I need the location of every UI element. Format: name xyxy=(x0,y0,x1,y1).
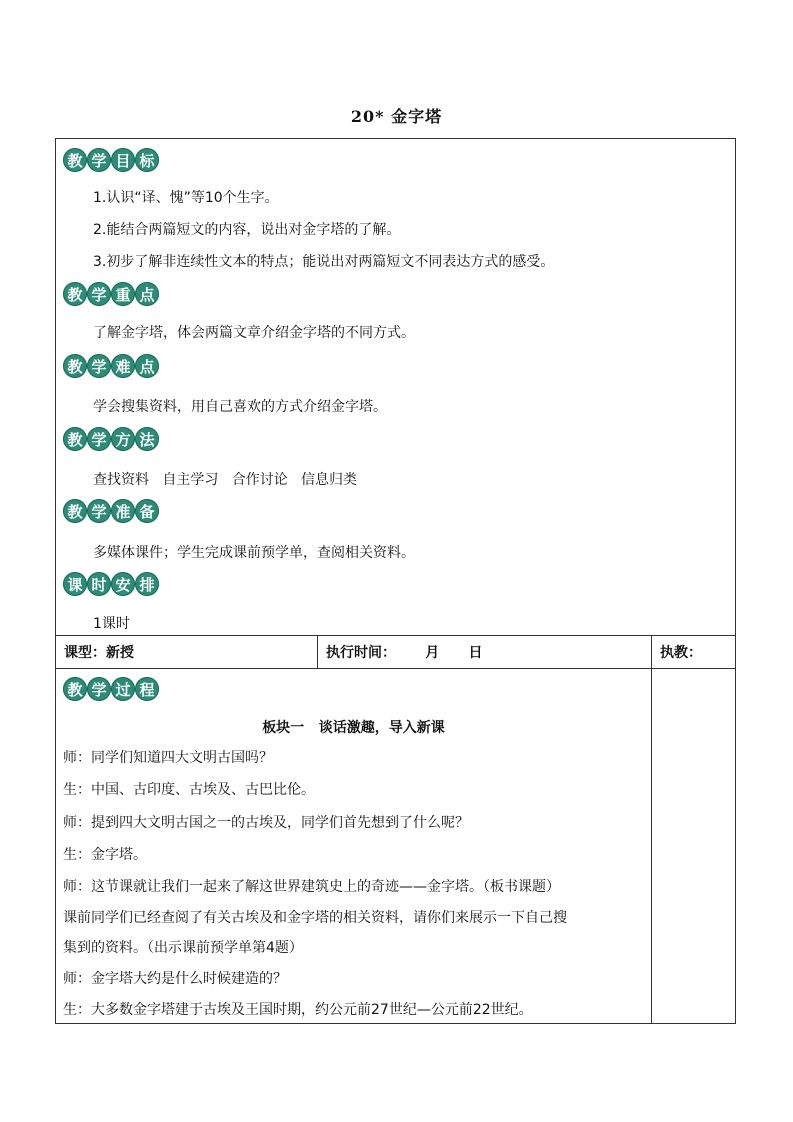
badge-char: 教 xyxy=(63,282,87,306)
schedule-line: 1课时 xyxy=(93,616,130,632)
goal-line-2: 2.能结合两篇短文的内容，说出对金字塔的了解。 xyxy=(93,222,401,238)
difficulty-line: 学会搜集资料，用自己喜欢的方式介绍金字塔。 xyxy=(93,399,387,415)
badge-char: 安 xyxy=(111,572,135,596)
lesson-plan-header-box xyxy=(55,138,736,636)
key-point-line: 了解金字塔，体会两篇文章介绍金字塔的不同方式。 xyxy=(93,325,415,341)
badge-char: 目 xyxy=(111,148,135,172)
process-line: 生：中国、古印度、古埃及、古巴比伦。 xyxy=(63,782,315,798)
badge-char: 排 xyxy=(135,572,159,596)
exec-time-cell: 执行时间： 月 日 xyxy=(318,636,652,668)
preparation-line: 多媒体课件；学生完成课前预学单，查阅相关资料。 xyxy=(93,545,415,561)
process-line: 课前同学们已经查阅了有关古埃及和金字塔的相关资料，请你们来展示一下自己搜 xyxy=(63,910,567,926)
page-title: 20* 金字塔 xyxy=(350,107,443,126)
teaching-process-box xyxy=(55,669,736,1024)
goal-line-3: 3.初步了解非连续性文本的特点；能说出对两篇短文不同表达方式的感受。 xyxy=(93,254,555,270)
badge-char: 标 xyxy=(135,148,159,172)
goal-line-1: 1.认识“译、愧”等10个生字。 xyxy=(93,190,279,206)
badge-char: 程 xyxy=(135,677,159,701)
process-line: 师：同学们知道四大文明古国吗？ xyxy=(63,750,273,766)
badge-char: 教 xyxy=(63,677,87,701)
badge-char: 教 xyxy=(63,499,87,523)
section-badge-key-points xyxy=(63,282,159,308)
badge-char: 课 xyxy=(63,572,87,596)
process-line: 生：大多数金字塔建于古埃及王国时期，约公元前27世纪—公元前22世纪。 xyxy=(63,1002,533,1018)
section-badge-process xyxy=(63,677,159,703)
badge-char: 过 xyxy=(111,677,135,701)
process-line: 师：提到四大文明古国之一的古埃及，同学们首先想到了什么呢？ xyxy=(63,815,469,831)
badge-char: 点 xyxy=(135,354,159,378)
teacher-cell: 执教： xyxy=(660,645,702,661)
badge-char: 学 xyxy=(87,354,111,378)
section-badge-difficulties xyxy=(63,354,159,380)
methods-line: 查找资料 自主学习 合作讨论 信息归类 xyxy=(93,472,358,488)
section-badge-preparation xyxy=(63,499,159,525)
badge-char: 学 xyxy=(87,499,111,523)
badge-char: 学 xyxy=(87,427,111,451)
side-column-divider xyxy=(651,669,652,1023)
badge-char: 教 xyxy=(63,427,87,451)
badge-char: 备 xyxy=(135,499,159,523)
badge-char: 方 xyxy=(111,427,135,451)
section-badge-schedule xyxy=(63,572,159,598)
process-line: 生：金字塔。 xyxy=(63,847,147,863)
badge-char: 时 xyxy=(87,572,111,596)
lesson-info-row xyxy=(55,636,736,669)
lesson-type-cell: 课型：新授 xyxy=(56,636,318,668)
block-title: 板块一 谈话激趣，导入新课 xyxy=(262,720,445,736)
badge-char: 学 xyxy=(87,677,111,701)
badge-char: 法 xyxy=(135,427,159,451)
badge-char: 点 xyxy=(135,282,159,306)
section-badge-teaching-goals xyxy=(63,148,159,174)
badge-char: 学 xyxy=(87,148,111,172)
badge-char: 教 xyxy=(63,354,87,378)
badge-char: 准 xyxy=(111,499,135,523)
badge-char: 难 xyxy=(111,354,135,378)
process-line: 师：这节课就让我们一起来了解这世界建筑史上的奇迹——金字塔。（板书课题） xyxy=(63,879,560,895)
badge-char: 学 xyxy=(87,282,111,306)
badge-char: 教 xyxy=(63,148,87,172)
section-badge-methods xyxy=(63,427,159,453)
badge-char: 重 xyxy=(111,282,135,306)
process-line: 师：金字塔大约是什么时候建造的？ xyxy=(63,971,287,987)
process-line: 集到的资料。（出示课前预学单第4题） xyxy=(63,940,303,956)
